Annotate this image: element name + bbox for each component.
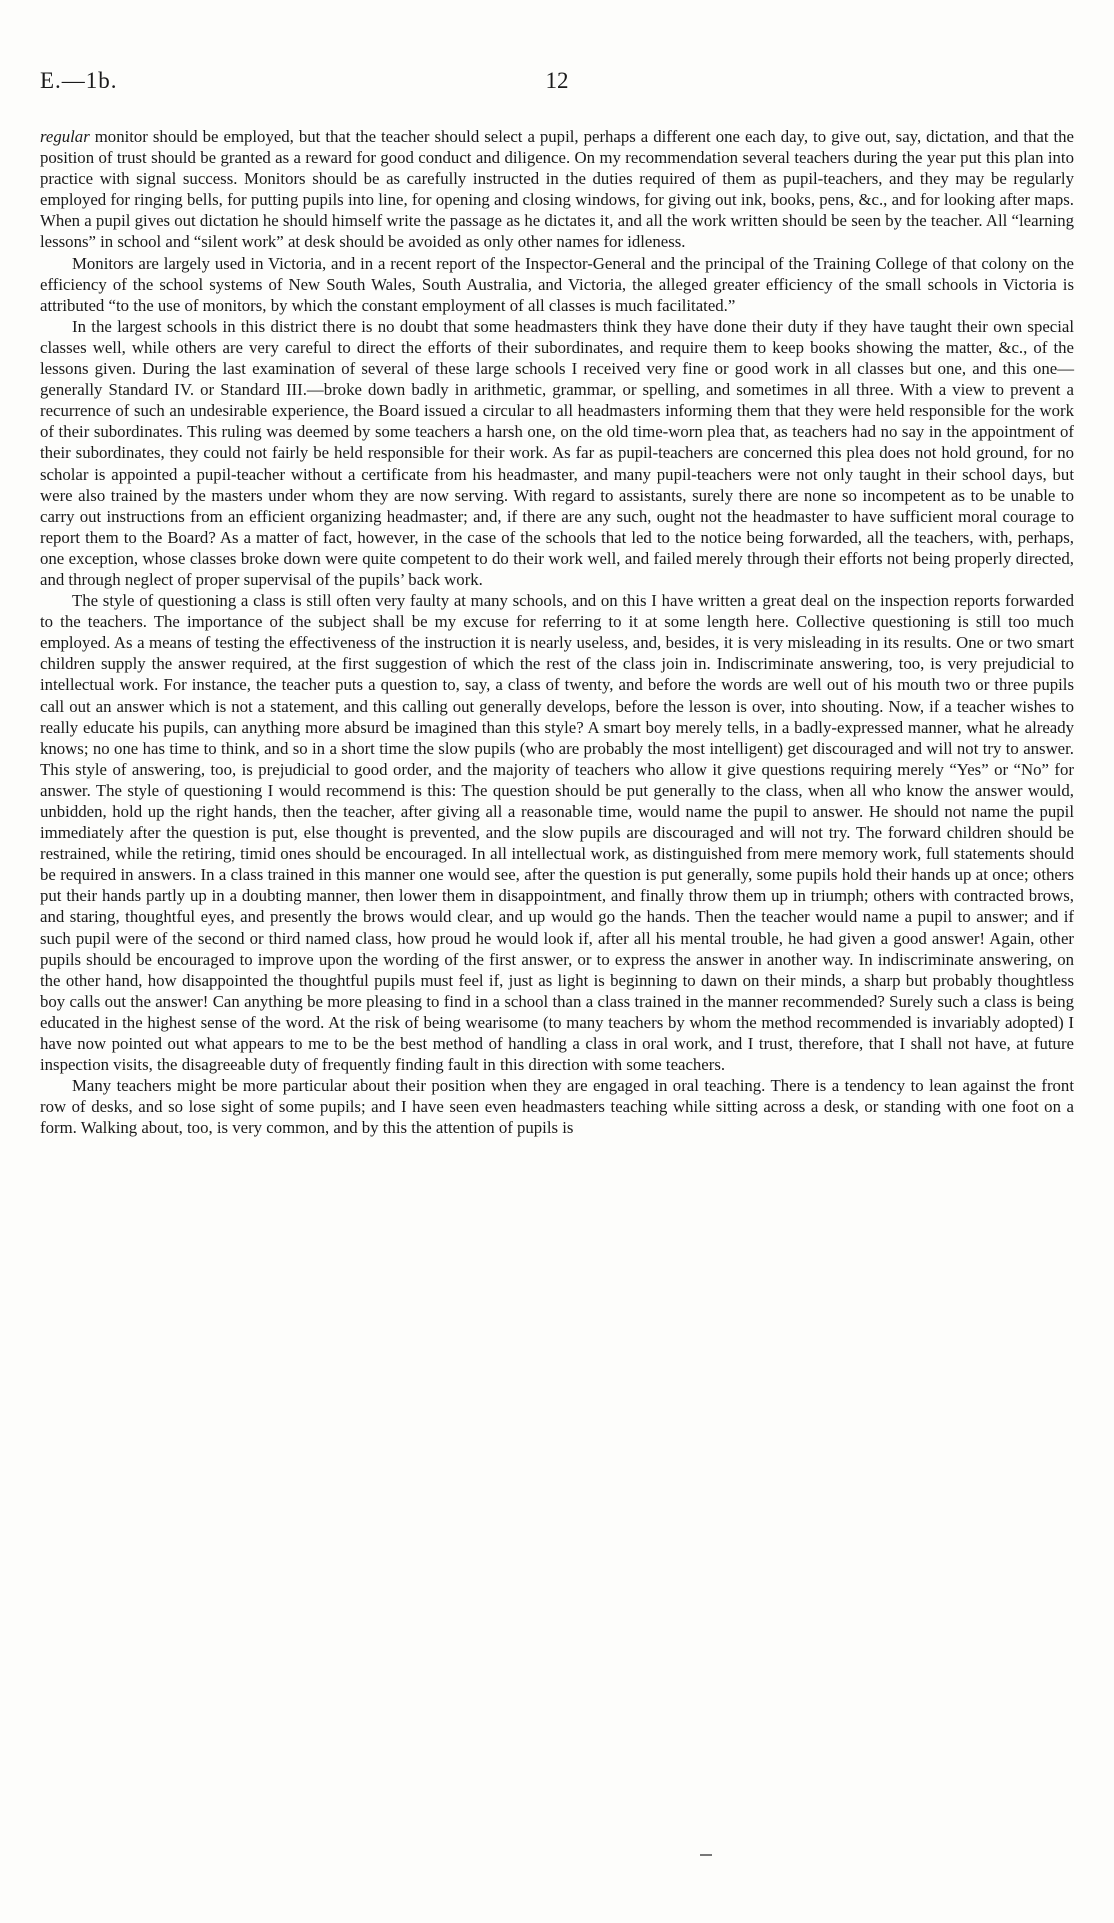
page-header: [40, 68, 1074, 102]
paragraph-1-italic-lead: regular: [40, 127, 90, 146]
ink-mark: [700, 1854, 712, 1856]
paragraph-1: [40, 126, 1074, 253]
document-reference: E.—1b.: [40, 68, 118, 93]
paragraph-5: Many teachers might be more particular about their position when they are engaged in oral teaching. There is a tendency to lean against the front row of desks, and so lose sight of some pupils; and I have seen even headmasters teaching while sitting across a desk, or standing with one foot on a form. Walking about, too, is very common, and by this the attention of pupils is: [40, 1076, 1074, 1138]
paragraph-3: In the largest schools in this district there is no doubt that some headmasters think they have done their duty if they have taught their own special classes well, while others are very careful to direct the efforts of their subordinates, and require them to keep books showing the matter, &c., of the lessons given. During the last examination of several of these large schools I received very fine or good work in all classes but one, and this one—generally Standard IV. or Standard III.—broke down badly in arithmetic, grammar, or spelling, and sometimes in all three. With a view to prevent a recurrence of such an undesirable experience, the Board issued a circular to all headmasters informing them that they were held responsible for the work of their subordinates. This ruling was deemed by some teachers a harsh one, on the old time-worn plea that, as teachers had no say in the appointment of their subordinates, they could not fairly be held responsible for their work. As far as pupil-teachers are concerned this plea does not hold ground, for no scholar is appointed a pupil-teacher without a certificate from his headmaster, and many pupil-teachers were not only taught in their school days, but were also trained by the masters under whom they are now serving. With regard to assistants, surely there are none so incompetent as to be unable to carry out instructions from an efficient organizing headmaster; and, if there are any such, ought not the headmaster to have sufficient moral courage to report them to the Board? As a matter of fact, however, in the case of the schools that led to the notice being forwarded, all the teachers, with, perhaps, one exception, whose classes broke down were quite competent to do their work well, and failed merely through their efforts not being properly directed, and through neglect of proper supervisal of the pupils’ back work.: [40, 316, 1074, 589]
paragraph-1-text: monitor should be employed, but that the teacher should select a pupil, perhaps a different one each day, to give out, say, dictation, and that the position of trust should be granted as a reward for good conduct and diligence. On my recommendation several teachers during the year put this plan into practice with signal success. Monitors should be as carefully instructed in the duties required of them as pupil-teachers, and they may be regularly employed for ringing bells, for putting pupils into line, for opening and closing windows, for giving out ink, books, pens, &c., and for looking after maps. When a pupil gives out dictation he should himself write the passage as he dictates it, and all the work written should be seen by the teacher. All “learning lessons” in school and “silent work” at desk should be avoided as only other names for idleness.: [40, 127, 1074, 252]
paragraph-4: The style of questioning a class is still often very faulty at many schools, and on this I have written a great deal on the inspection reports forwarded to the teachers. The importance of the subject shall be my excuse for referring to it at some length here. Collective questioning is still too much employed. As a means of testing the effectiveness of the instruction it is nearly useless, and, besides, it is very misleading in its results. One or two smart children supply the answer required, at the first suggestion of which the rest of the class join in. Indiscriminate answering, too, is very prejudicial to intellectual work. For instance, the teacher puts a question to, say, a class of twenty, and before the words are well out of his mouth two or three pupils call out an answer which is not a statement, and this calling out generally develops, before the lesson is over, into shouting. Now, if a teacher wishes to really educate his pupils, can anything more absurd be imagined than this style? A smart boy merely tells, in a badly-expressed manner, what he already knows; no one has time to think, and so in a short time the slow pupils (who are probably the most intelligent) get discouraged and will not try to answer. This style of answering, too, is prejudicial to good order, and the majority of teachers who allow it give questions requiring merely “Yes” or “No” for answer. The style of questioning I would recommend is this: The question should be put generally to the class, when all who know the answer would, unbidden, hold up the right hands, then the teacher, after giving all a reasonable time, would name the pupil to answer. He should not name the pupil immediately after the question is put, else thought is prevented, and the slow pupils are discouraged and will not try. The forward children should be restrained, while the retiring, timid ones should be encouraged. In all intellectual work, as distinguished from mere memory work, full statements should be required in answers. In a class trained in this manner one would see, after the question is put generally, some pupils hold their hands up at once; others put their hands partly up in a doubting manner, then lower them in disappointment, and finally throw them up in triumph; others with contracted brows, and staring, thoughtful eyes, and presently the brows would clear, and up would go the hands. Then the teacher would name a pupil to answer; and if such pupil were of the second or third named class, how proud he would look if, after all his mental trouble, he had given a good answer! Again, other pupils should be encouraged to improve upon the wording of the first answer, or to express the answer in another way. In indiscriminate answering, on the other hand, how disappointed the thoughtful pupils must feel if, just as light is beginning to dawn on their minds, a sharp but probably thoughtless boy calls out the answer! Can anything be more pleasing to find in a school than a class trained in the manner recommended? Surely such a class is being educated in the highest sense of the word. At the risk of being wearisome (to many teachers by whom the method recommended is invariably adopted) I have now pointed out what appears to me to be the best method of handling a class in oral work, and I trust, therefore, that I shall not have, at future inspection visits, the disagreeable duty of frequently finding fault in this direction with some teachers.: [40, 591, 1074, 1075]
paragraph-2: Monitors are largely used in Victoria, and in a recent report of the Inspector-General and the principal of the Training College of that colony on the efficiency of the school systems of New South Wales, South Australia, and Victoria, the alleged greater efficiency of the small schools in Victoria is attributed “to the use of monitors, by which the constant employment of all classes is much facilitated.”: [40, 253, 1074, 315]
page-number: 12: [545, 68, 569, 93]
body-text: [40, 126, 1074, 1139]
